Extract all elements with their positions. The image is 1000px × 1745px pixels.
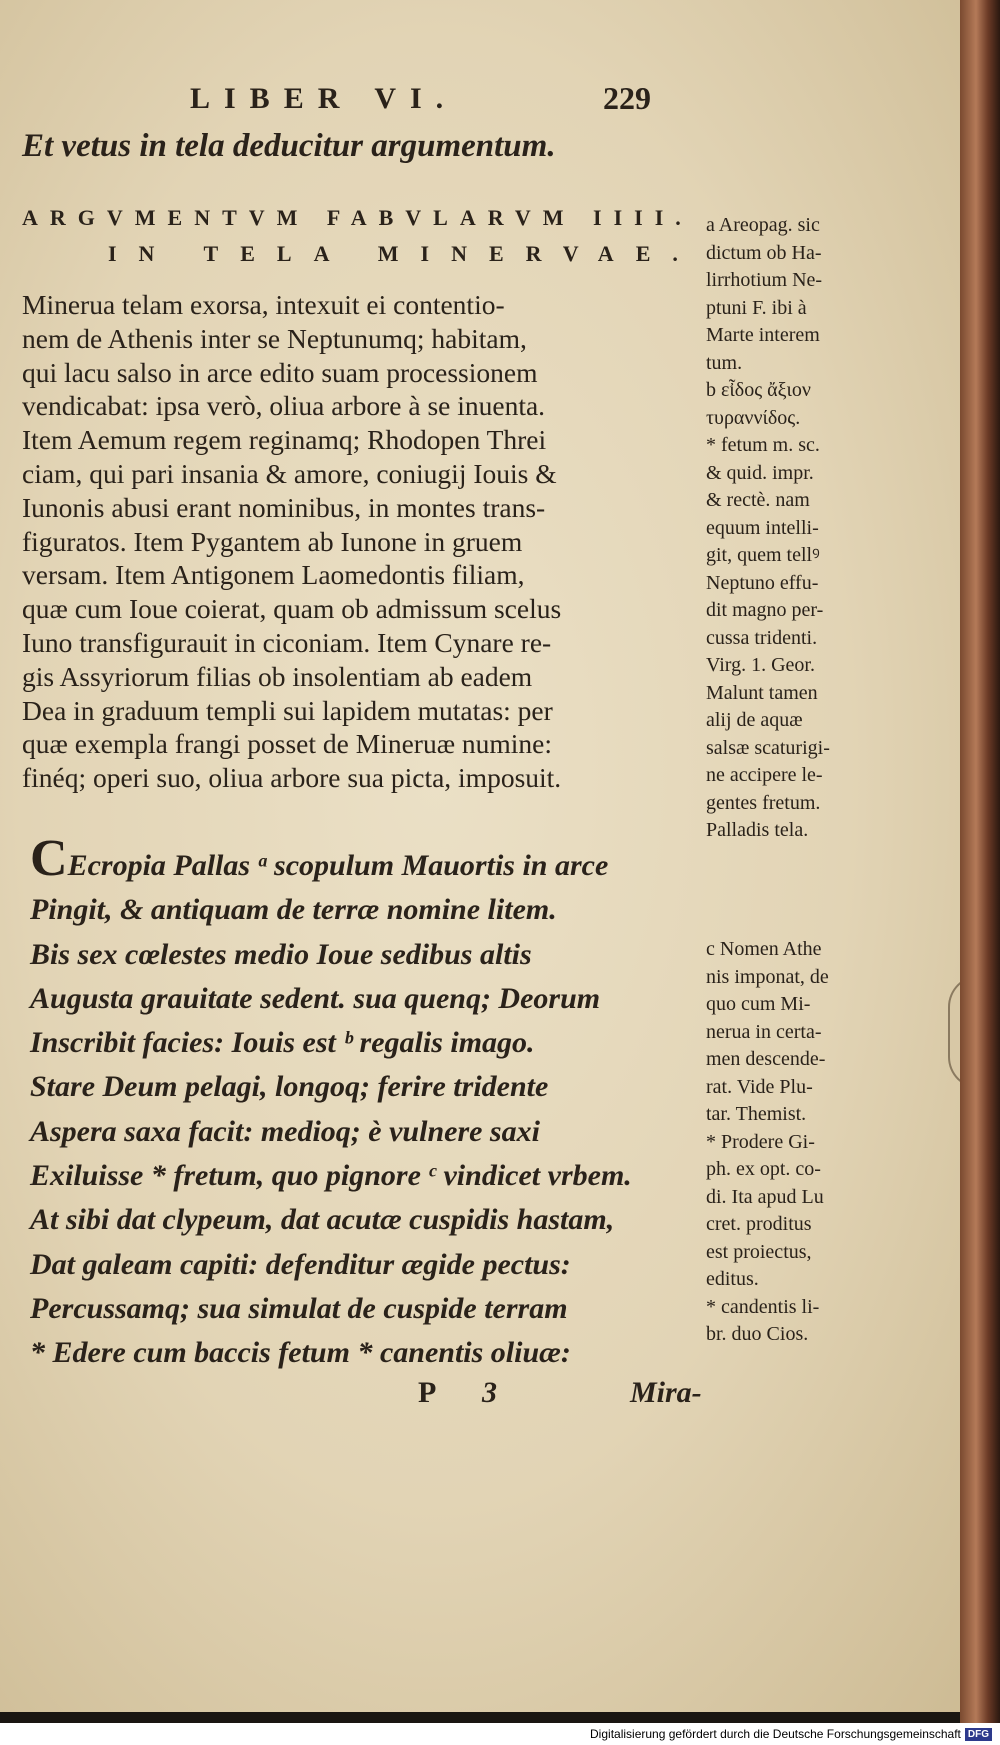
verse-line: Bis sex cœlestes medio Ioue sedibus altis (30, 937, 532, 971)
verse-line: Exiluisse * fretum, quo pignore ᶜ vindicet vrbem. (30, 1159, 632, 1193)
motto-line: Et vetus in tela deducitur argumentum. (22, 128, 556, 164)
margin-note-line: cussa tridenti. (706, 626, 818, 649)
argument-subtitle: IN TELA MINERVAE. (108, 241, 700, 266)
signature-mark: P (418, 1376, 437, 1409)
drop-cap: C (30, 830, 68, 887)
verse-line-text: Ecropia Pallas ᵃ scopulum Mauortis in arce (67, 849, 609, 882)
margin-note-line: tar. Themist. (706, 1103, 807, 1125)
margin-note-line: Palladis tela. (706, 819, 809, 841)
prose-line: quæ cum Ioue coierat, quam ob admissum scelus (22, 593, 562, 625)
margin-note-line: & rectè. nam (706, 489, 810, 511)
margin-note-line: Neptuno effu- (706, 571, 819, 594)
book-page-edges (960, 0, 1000, 1745)
margin-note-line: Malunt tamen (706, 681, 818, 704)
prose-line: vendicabat: ipsa verò, oliua arbore à se inuenta. (22, 390, 546, 422)
argument-prose (22, 288, 702, 795)
margin-note-line: gentes fretum. (706, 791, 821, 814)
page-number: 229 (603, 80, 651, 116)
margin-note-line: Virg. 1. Geor. (706, 654, 815, 676)
verse-line: Dat galeam capiti: defenditur ægide pectus: (30, 1247, 571, 1281)
prose-line: Dea in graduum templi sui lapidem mutatas: per (22, 694, 553, 726)
margin-note-line: ne accipere le- (706, 764, 823, 786)
prose-line: Minerua telam exorsa, intexuit ei contentio- (22, 289, 505, 320)
margin-note-line: * Prodere Gi- (706, 1130, 815, 1153)
margin-note-line: men descende- (706, 1048, 826, 1070)
margin-note-line: nerua in certa- (706, 1020, 822, 1043)
prose-line: Iunonis abusi erant nominibus, in montes trans- (22, 491, 546, 523)
prose-line: gis Assyriorum filias ob insolentiam ab eadem (22, 660, 533, 692)
digitization-credit-bar (0, 1723, 1000, 1745)
prose-line: Item Aemum regem reginamq; Rhodopen Threi (22, 424, 547, 456)
prose-line: figuratos. Item Pygantem ab Iunone in gruem (22, 525, 523, 557)
verse-line: Augusta grauitate sedent. sua quenq; Deorum (30, 981, 601, 1015)
margin-note-line: equum intelli- (706, 516, 819, 539)
margin-note-line: rat. Vide Plu- (706, 1075, 813, 1098)
signature-line (0, 1376, 740, 1416)
margin-note-line: * candentis li- (706, 1295, 820, 1318)
margin-note-line: nis imponat, de (706, 965, 829, 988)
margin-note-line: lirrhotium Ne- (706, 269, 823, 291)
margin-note-line: τυραννίδος. (706, 406, 801, 429)
margin-note-line: b εἶδος ἄξιον (706, 379, 811, 401)
margin-note-line: ph. ex opt. co- (706, 1158, 821, 1180)
verse-line: Aspera saxa facit: medioq; è vulnere saxi (30, 1114, 540, 1148)
verse-line: At sibi dat clypeum, dat acutæ cuspidis hastam, (30, 1203, 615, 1237)
margin-note-line: a Areopag. sic (706, 214, 820, 236)
verse-line: Stare Deum pelagi, longoq; ferire tridente (30, 1070, 549, 1104)
catchword: Mira- (630, 1376, 702, 1409)
margin-note-line: editus. (706, 1268, 759, 1290)
verse-line: Pingit, & antiquam de terræ nomine litem. (30, 893, 557, 927)
verse-line: * Edere cum baccis fetum * canentis oliuæ: (30, 1336, 571, 1370)
verse-line: Percussamq; sua simulat de cuspide terram (30, 1291, 568, 1325)
prose-line: ciam, qui pari insania & amore, coniugij Iouis & (22, 457, 557, 489)
verse-block (30, 830, 720, 1376)
margin-note-line: tum. (706, 351, 743, 374)
margin-note-line: git, quem tellꝰ (706, 544, 820, 566)
prose-line: nem de Athenis inter se Neptunumq; habitam, (22, 322, 527, 354)
argument-title: ARGVMENTVM FABVLARVM IIII. (22, 205, 693, 230)
margin-note-line: di. Ita apud Lu (706, 1185, 824, 1208)
running-head: LIBER VI. (190, 82, 458, 115)
marginal-notes-top (706, 212, 916, 845)
prose-line: finéq; operi suo, oliua arbore sua picta, imposuit. (22, 762, 562, 794)
margin-note-line: cret. proditus (706, 1213, 812, 1235)
margin-note-line: br. duo Cios. (706, 1323, 809, 1345)
prose-line: versam. Item Antigonem Laomedontis filiam, (22, 559, 525, 591)
credit-text: Digitalisierung gefördert durch die Deutsche Forschungsgemeinschaft (590, 1727, 961, 1741)
marginal-notes-bottom (706, 936, 916, 1349)
margin-note-line: & quid. impr. (706, 461, 814, 484)
prose-line: qui lacu salso in arce edito suam processionem (22, 356, 538, 388)
margin-note-line: * fetum m. sc. (706, 434, 820, 456)
margin-note-line: salsæ scaturigi- (706, 736, 830, 759)
margin-note-line: dit magno per- (706, 599, 824, 621)
prose-line: Iuno transfigurauit in ciconiam. Item Cynare re- (22, 626, 552, 658)
margin-note-line: alij de aquæ (706, 709, 803, 731)
margin-note-line: dictum ob Ha- (706, 241, 822, 264)
margin-note-line: c Nomen Athe (706, 938, 822, 960)
margin-note-line: Marte interem (706, 324, 820, 346)
margin-note-line: quo cum Mi- (706, 993, 811, 1015)
margin-note-line: ptuni F. ibi à (706, 296, 807, 319)
signature-number: 3 (482, 1376, 497, 1409)
verse-line: Inscribit facies: Iouis est ᵇ regalis imago. (30, 1026, 535, 1060)
prose-line: quæ exempla frangi posset de Mineruæ numine: (22, 728, 553, 760)
verse-line (30, 830, 720, 888)
margin-note-line: est proiectus, (706, 1240, 812, 1263)
dfg-logo: DFG (965, 1728, 992, 1741)
